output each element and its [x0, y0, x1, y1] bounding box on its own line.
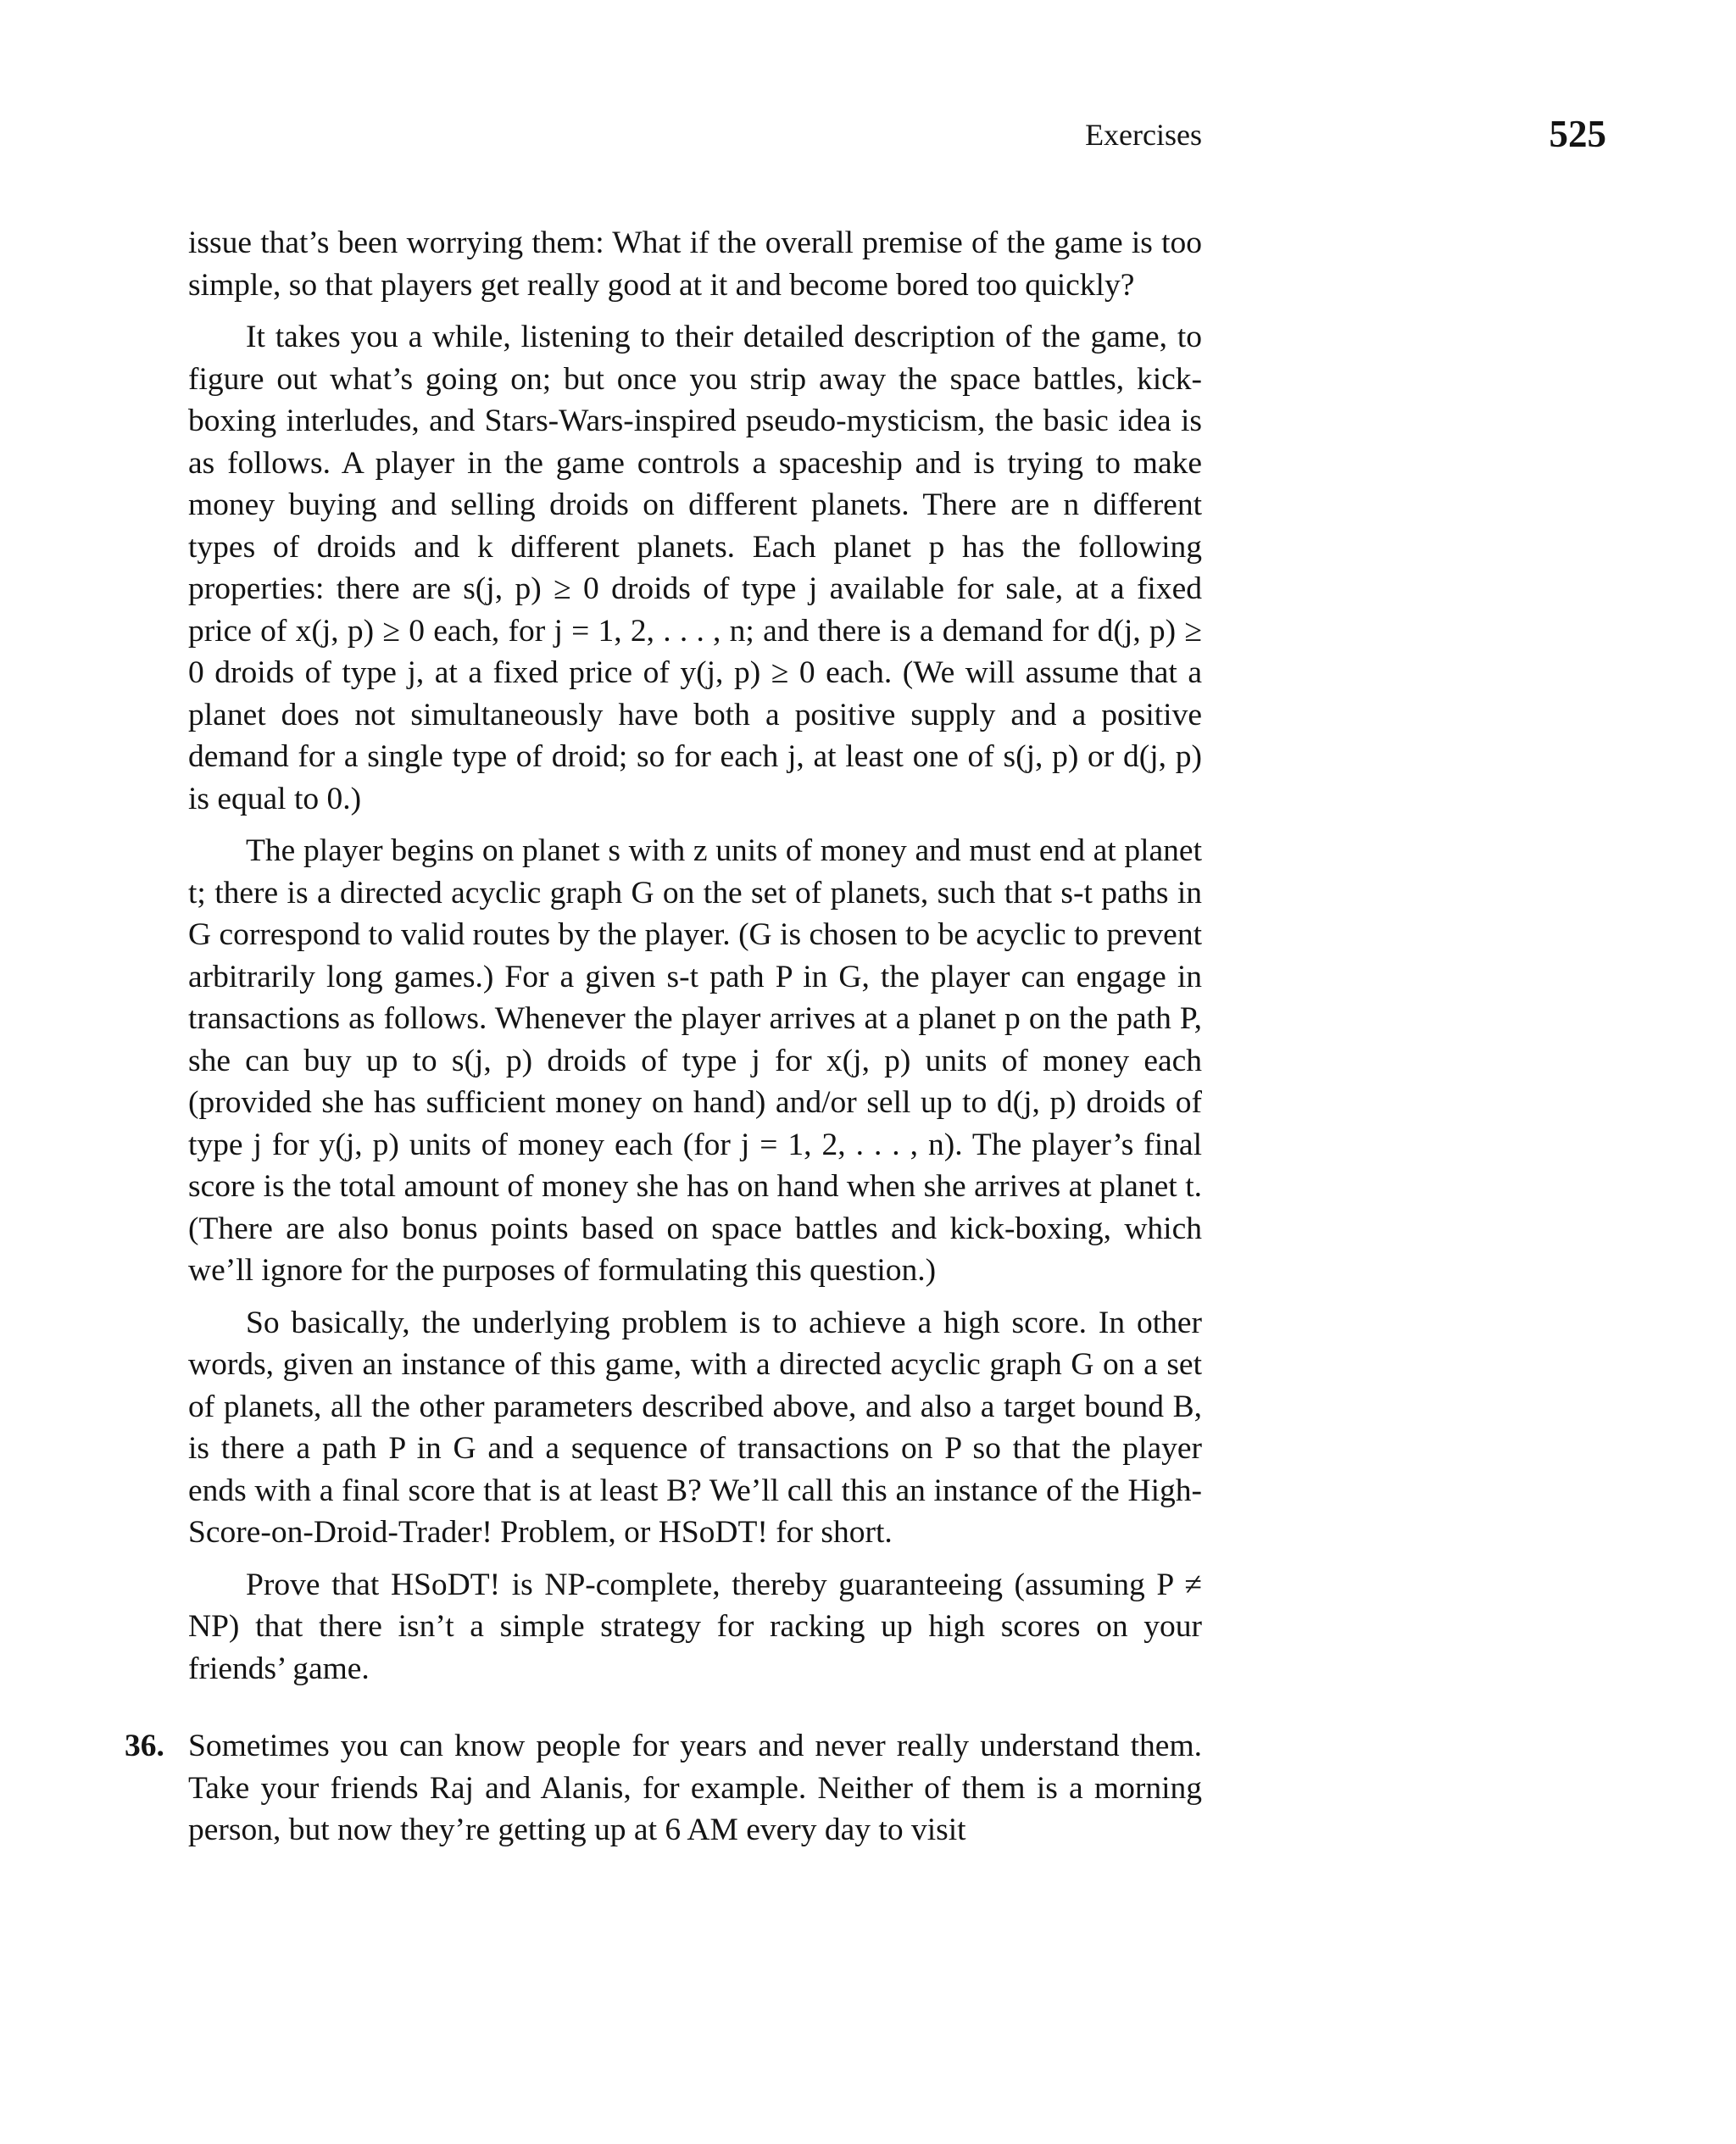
page-number: 525 — [1549, 113, 1606, 155]
running-head — [0, 112, 1736, 163]
section-title: Exercises — [1085, 118, 1202, 152]
paragraph: issue that’s been worrying them: What if the overall premise of the game is too simple, so that players get really good at it and become bored too quickly? — [188, 226, 1202, 303]
paragraph: It takes you a while, listening to their detailed description of the game, to figure out what’s going on; but once you strip away the space battles, kick-boxing interludes, and Stars-Wars-inspired pseudo-mysticism, the basic idea is as follows. A player in the game controls a spaceship and is trying to make money buying and selling droids on different planets. There are n different types of droids and k different planets. Each planet p has the following properties: there are s(j, p) ≥ 0 droids of type j available for sale, at a fixed price of x(j, p) ≥ 0 each, for j = 1, 2, . . . , n; and there is a demand for d(j, p) ≥ 0 droids of type j, at a fixed price of y(j, p) ≥ 0 each. (We will assume that a planet does not simultaneously have both a positive supply and a positive demand for a single type of droid; so for each j, at least one of s(j, p) or d(j, p) is equal to 0.) — [188, 320, 1202, 816]
body-text — [125, 222, 1202, 1852]
exercise-text: Sometimes you can know people for years and never really understand them. Take your friends Raj and Alanis, for example. Neither of them is a morning person, but now they’re getting up at 6 AM every day to visit — [188, 1729, 1202, 1847]
exercise-number: 36. — [125, 1729, 164, 1763]
paragraph: The player begins on planet s with z units of money and must end at planet t; there is a directed acyclic graph G on the set of planets, such that s-t paths in G correspond to valid routes by the player. (G is chosen to be acyclic to prevent arbitrarily long games.) For a given s-t path P in G, the player can engage in transactions as follows. Whenever the player arrives at a planet p on the path P, she can buy up to s(j, p) droids of type j for x(j, p) units of money each (provided she has sufficient money on hand) and/or sell up to d(j, p) droids of type j for y(j, p) units of money each (for j = 1, 2, . . . , n). The player’s final score is the total amount of money she has on hand when she arrives at planet t. (There are also bonus points based on space battles and kick-boxing, which we’ll ignore for the purposes of formulating this question.) — [188, 833, 1202, 1288]
paragraph: Prove that HSoDT! is NP-complete, thereby guaranteeing (assuming P ≠ NP) that there isn’t a simple strategy for racking up high scores on your friends’ game. — [188, 1567, 1202, 1686]
exercise-36 — [125, 1725, 1202, 1852]
paragraph: So basically, the underlying problem is to achieve a high score. In other words, given an instance of this game, with a directed acyclic graph G on a set of planets, all the other parameters described above, and also a target bound B, is there a path P in G and a sequence of transactions on P so that the player ends with a final score that is at least B? We’ll call this an instance of the High-Score-on-Droid-Trader! Problem, or HSoDT! for short. — [188, 1305, 1202, 1550]
